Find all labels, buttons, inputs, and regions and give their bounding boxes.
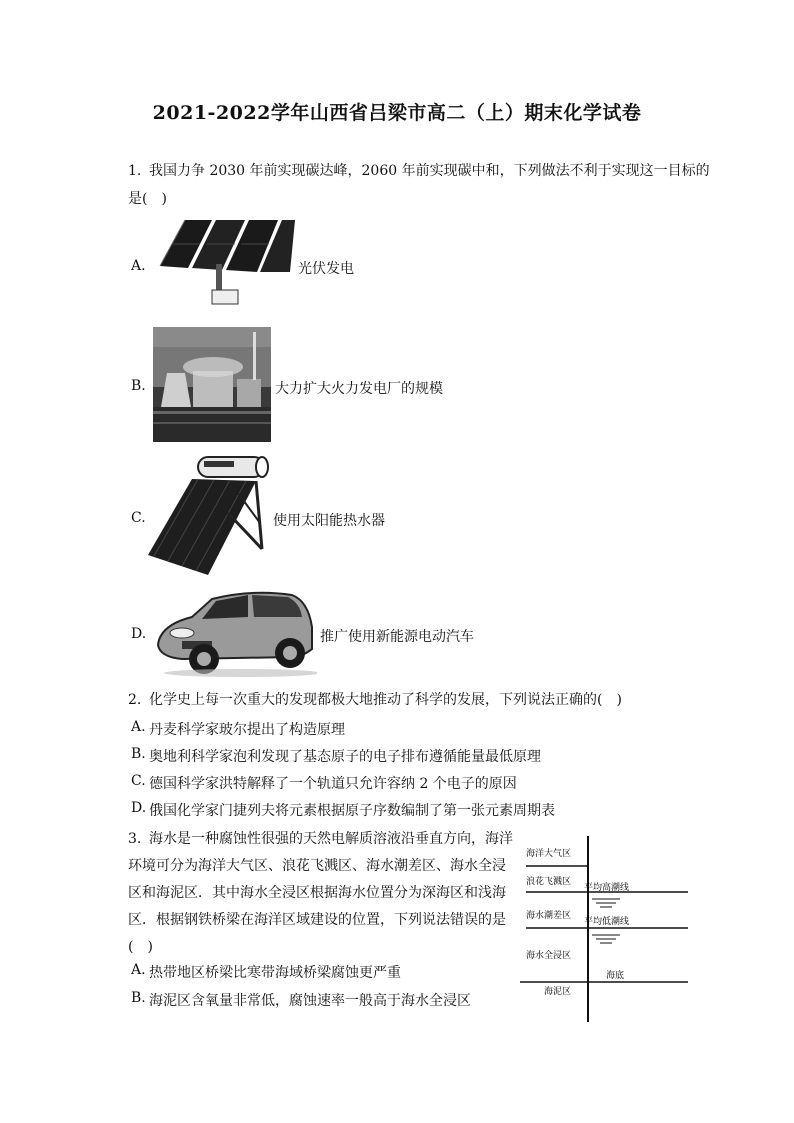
q3-option-a-text: 热带地区桥梁比寒带海域桥梁腐蚀更严重 (149, 965, 401, 981)
q1-option-b-text: 大力扩大火力发电厂的规模 (275, 381, 443, 397)
q3-stem-line2: 环境可分为海洋大气区、浪花飞溅区、海水潮差区、海水全浸 (128, 858, 506, 874)
q1-option-a-letter[interactable]: A. (131, 258, 146, 274)
q2-option-b-text: 奥地利科学家泡利发现了基态原子的电子排布遵循能量最低原理 (149, 749, 541, 765)
high-tide-label: 平均高潮线 (584, 883, 630, 893)
q1-stem-line2: 是( ) (128, 191, 167, 207)
zone-immersion-label: 海水全浸区 (526, 951, 572, 961)
q3-stem-line4: 区．根据钢铁桥梁在海洋区域建设的位置，下列说法错误的是 (128, 912, 506, 928)
low-tide-label: 平均低潮线 (584, 917, 630, 927)
electric-car-image (152, 587, 317, 677)
q3-stem-line1: 海水是一种腐蚀性很强的天然电解质溶液沿垂直方向，海洋 (149, 831, 513, 847)
q3-option-b-text: 海泥区含氧量非常低，腐蚀速率一般高于海水全浸区 (149, 993, 471, 1009)
ocean-zone-diagram (520, 832, 692, 1028)
q2-option-c-text: 德国科学家洪特解释了一个轨道只允许容纳 2 个电子的原因 (149, 776, 517, 792)
q2-option-d-text: 俄国化学家门捷列夫将元素根据原子序数编制了第一张元素周期表 (149, 803, 555, 819)
support-frame (256, 481, 262, 549)
power-plant-photo (153, 327, 271, 442)
q2-option-a-text: 丹麦科学家玻尔提出了构造原理 (149, 722, 345, 738)
seabed-label: 海底 (606, 971, 625, 981)
solar-water-heater-image (148, 453, 270, 577)
q3-option-b-letter[interactable]: B. (131, 990, 146, 1006)
q1-option-c-letter[interactable]: C. (131, 510, 146, 526)
q3-stem-line3: 区和海泥区．其中海水全浸区根据海水位置分为深海区和浅海 (128, 885, 506, 901)
solar-panel-image (150, 214, 295, 312)
zone-atmospheric-label: 海洋大气区 (526, 849, 572, 859)
zone-mud-label: 海泥区 (544, 987, 572, 997)
q1-option-c-text: 使用太阳能热水器 (273, 513, 385, 529)
q1-option-d-text: 推广使用新能源电动汽车 (320, 629, 474, 645)
q1-stem-line1: 我国力争 2030 年前实现碳达峰，2060 年前实现碳中和，下列做法不利于实现这一目标的 (149, 163, 710, 179)
q1-option-a-text: 光伏发电 (298, 261, 354, 277)
q3-stem-line5: ( ) (128, 939, 153, 955)
q2-option-a-letter[interactable]: A. (131, 719, 146, 735)
page-title: 2021-2022学年山西省吕梁市高二（上）期末化学试卷 (152, 102, 642, 124)
q2-option-b-letter[interactable]: B. (131, 746, 146, 762)
q1-option-b-letter[interactable]: B. (131, 378, 146, 394)
q3-number: 3. (128, 831, 142, 847)
solar-panel-base (212, 290, 238, 304)
zone-tidal-label: 海水潮差区 (526, 911, 572, 921)
q2-option-d-letter[interactable]: D. (131, 800, 147, 816)
chimney (253, 332, 256, 380)
q1-option-d-letter[interactable]: D. (131, 626, 147, 642)
q2-option-c-letter[interactable]: C. (131, 773, 146, 789)
q3-option-a-letter[interactable]: A. (131, 962, 146, 978)
q1-number: 1. (128, 163, 142, 179)
solar-panel-array (160, 220, 295, 272)
q2-number: 2. (128, 692, 142, 708)
zone-splash-label: 浪花飞溅区 (526, 877, 572, 887)
q2-stem: 化学史上每一次重大的发现都极大地推动了科学的发展，下列说法正确的( ) (149, 692, 622, 708)
